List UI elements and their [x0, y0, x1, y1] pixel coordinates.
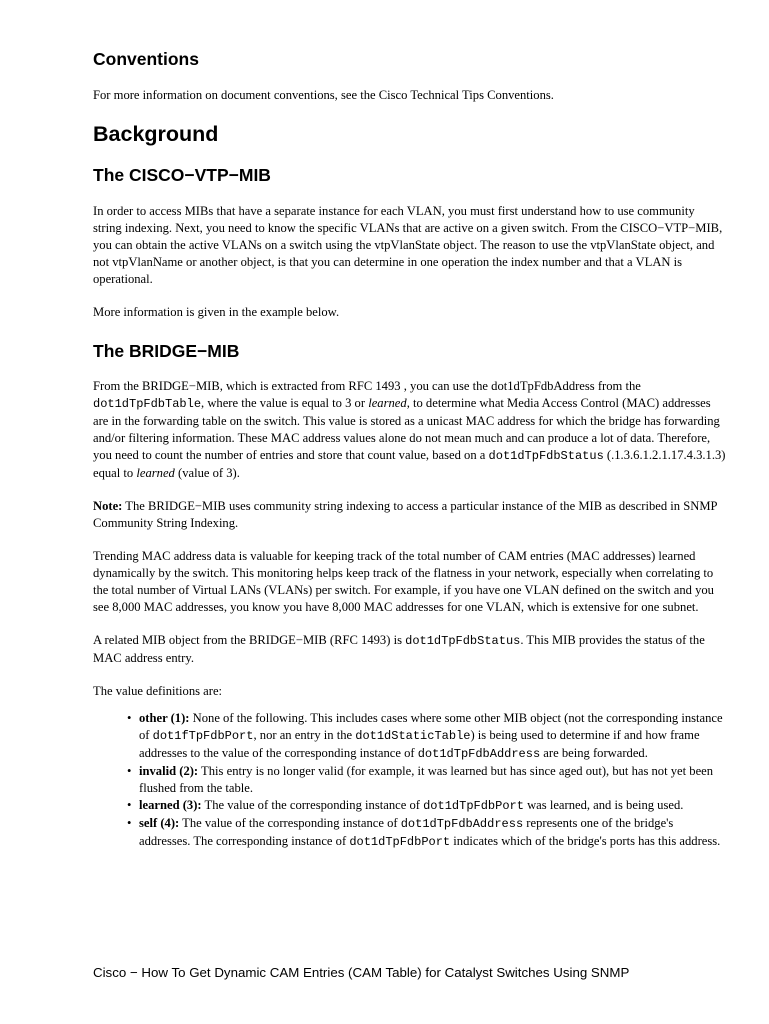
text-run: (value of 3).	[174, 466, 240, 480]
bullet-icon: •	[127, 798, 132, 812]
vtp-paragraph-2: More information is given in the example below.	[93, 305, 340, 319]
bridge-paragraph-5: The value definitions are:	[93, 684, 223, 698]
conventions-paragraph: For more information on document conventions, see the Cisco Technical Tips Conventions.	[93, 88, 554, 102]
heading-background: Background	[93, 122, 219, 146]
heading-conventions: Conventions	[93, 49, 199, 69]
text-run: , nor an entry in the	[253, 728, 356, 742]
text-run: (.1.3.6.1.2.1.17.4.3.1.3) equal to	[93, 448, 726, 480]
bridge-section-body	[93, 378, 727, 851]
note-text: The BRIDGE−MIB uses community string indexing to access a particular instance of the MIB as described in SNMP Community String Indexing.	[93, 499, 718, 530]
value-definitions-list	[93, 710, 727, 851]
emphasis-learned: learned	[136, 466, 175, 480]
text-run: are being forwarded.	[540, 746, 648, 760]
text-run: None of the following. This includes cases where some other MIB object (not the corresponding instance of	[139, 711, 723, 742]
code-dot1dStaticTable: dot1dStaticTable	[355, 729, 471, 743]
bridge-paragraph-4	[93, 632, 727, 667]
code-dot1dTpFdbPort: dot1dTpFdbPort	[423, 799, 524, 813]
code-dot1dTpFdbAddress: dot1dTpFdbAddress	[400, 817, 524, 831]
code-dot1dTpFdbPort: dot1dTpFdbPort	[349, 835, 451, 849]
code-dot1dTpFdbStatus: dot1dTpFdbStatus	[488, 449, 604, 463]
bridge-paragraph-3: Trending MAC address data is valuable for keeping track of the total number of CAM entries (MAC addresses) learned dynamically by the switch. This monitoring helps keep track of the flatness in your network, especially when correlating to the total number of Virtual LANs (VLANs) per switch. For example, if you have one VLAN defined on the switch and you see 8,000 MAC addresses, you know you have 8,000 MAC addresses for one VLAN, which is extensive for one subnet.	[93, 549, 714, 614]
note-paragraph	[93, 498, 727, 532]
list-item-learned	[127, 797, 727, 815]
text-run: A related MIB object from the BRIDGE−MIB (RFC 1493) is	[93, 633, 406, 647]
bullet-icon: •	[127, 764, 132, 778]
vtp-paragraph-1: In order to access MIBs that have a separate instance for each VLAN, you must first understand how to use community string indexing. Next, you need to know the specific VLANs that are active on a given switch. From the CISCO−VTP−MIB, you can obtain the active VLANs on a switch using the vtpVlanState object. The reason to use the vtpVlanState object, and not vtpVlanName or another object, is that you can determine in one operation the index number and that a VLAN is operational.	[93, 204, 723, 286]
emphasis-learned: learned	[368, 396, 407, 410]
def-label: other (1):	[139, 711, 190, 725]
text-run: This entry is no longer valid (for example, it was learned but has since aged out), but has not yet been flushed from the table.	[139, 764, 714, 795]
heading-cisco-vtp-mib: The CISCO−VTP−MIB	[93, 165, 271, 185]
bridge-paragraph-1	[93, 378, 727, 482]
text-run: , to determine what Media Access Control (MAC) addresses are in the forwarding table on the switch. This value is stored as a unicast MAC address for which the bridge has forwarding and/or filtering information. These MAC address values alone do not mean much and can produce a lot of data. Therefore, you need to count the number of entries and store that count value, based on a	[93, 396, 720, 462]
def-label: learned (3):	[139, 798, 202, 812]
list-item-self	[127, 815, 727, 851]
vtp-section-body	[93, 203, 725, 337]
text-run: The value of the corresponding instance of	[201, 798, 424, 812]
text-run: From the BRIDGE−MIB, which is extracted from RFC 1493 , you can use the dot1dTpFdbAddress from the	[93, 379, 641, 393]
text-run: was learned, and is being used.	[523, 798, 684, 812]
code-dot1fTpFdbPort: dot1fTpFdbPort	[152, 729, 254, 743]
list-item-other	[127, 710, 727, 763]
text-run: ) is being used to determine if and how frame addresses to the value of the corresponding instance of	[139, 728, 700, 760]
code-dot1dTpFdbAddress: dot1dTpFdbAddress	[417, 747, 541, 761]
def-label: self (4):	[139, 816, 180, 830]
text-run: indicates which of the bridge's ports has this address.	[450, 834, 721, 848]
note-label: Note:	[93, 499, 123, 513]
text-run: represents one of the bridge's addresses. The corresponding instance of	[139, 816, 674, 848]
text-run: , where the value is equal to 3 or	[201, 396, 369, 410]
code-dot1dTpFdbStatus: dot1dTpFdbStatus	[405, 634, 521, 648]
list-item-invalid	[127, 763, 727, 797]
text-run: . This MIB provides the status of the MAC address entry.	[93, 633, 705, 665]
bullet-icon: •	[127, 816, 132, 830]
page-footer: Cisco − How To Get Dynamic CAM Entries (CAM Table) for Catalyst Switches Using SNMP	[93, 965, 630, 980]
bullet-icon: •	[127, 711, 132, 725]
def-label: invalid (2):	[139, 764, 199, 778]
text-run: The value of the corresponding instance of	[179, 816, 401, 830]
code-dot1dTpFdbTable: dot1dTpFdbTable	[93, 397, 202, 411]
heading-bridge-mib: The BRIDGE−MIB	[93, 341, 240, 361]
